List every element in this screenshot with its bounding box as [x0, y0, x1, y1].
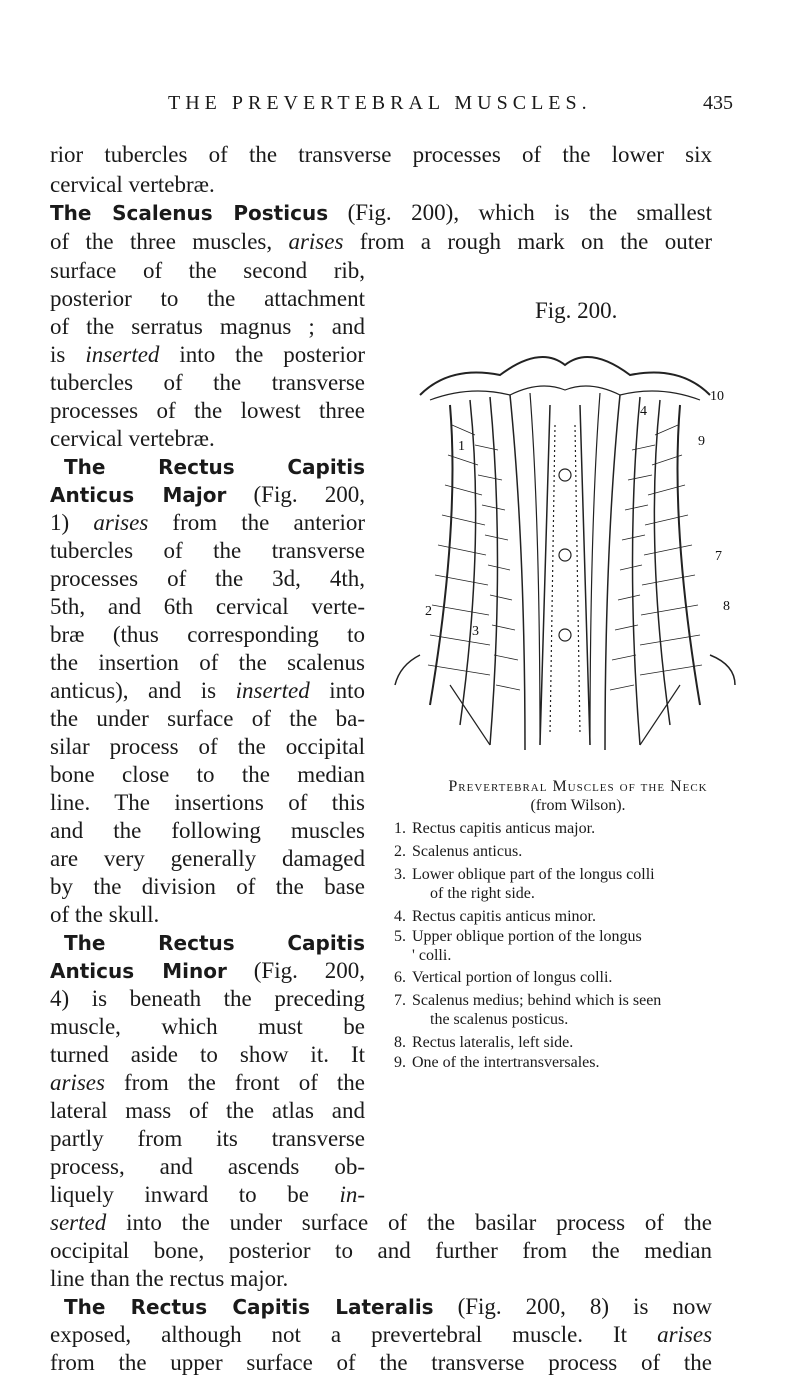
section-heading: The Rectus Capitis Lateralis [64, 1295, 434, 1319]
text-line [64, 928, 365, 958]
legend-text: Rectus capitis anticus major. [412, 820, 596, 837]
text-line: 5th, and 6th cervical verte- [50, 594, 365, 619]
section-heading: The Rectus Capitis [64, 931, 365, 955]
legend-number: 6. [394, 969, 406, 986]
italic-term: inserted [85, 342, 160, 367]
text-span: 1) [50, 510, 70, 535]
italic-term: arises [50, 1070, 105, 1095]
legend-number: 1. [394, 820, 406, 837]
legend-text: Scalenus medius; behind which is seen [412, 992, 662, 1009]
text-line [50, 508, 365, 538]
italic-term: in- [339, 1182, 365, 1207]
text-line [64, 452, 365, 482]
legend-number: 2. [394, 843, 406, 860]
text-line: of the skull. [50, 902, 160, 927]
legend-item [380, 843, 522, 861]
legend-item [380, 866, 655, 884]
anatomy-illustration [390, 325, 740, 765]
text-span: exposed, although not a prevertebral muscle. It [50, 1322, 628, 1347]
legend-text: Scalenus anticus. [412, 843, 523, 860]
legend-number: 4. [394, 908, 406, 925]
legend-text: Lower oblique part of the longus colli [412, 866, 655, 883]
legend-item [380, 928, 642, 946]
text-span: into the under surface of the basilar process of the [126, 1210, 712, 1235]
legend-continuation: ' colli. [412, 947, 452, 964]
text-span: from the front of the [124, 1070, 366, 1095]
figure-marker: 4 [640, 404, 647, 419]
section-heading: The Scalenus Posticus [50, 201, 329, 225]
text-span: into the posterior [179, 342, 366, 367]
text-line [50, 1068, 365, 1098]
text-line: cervical vertebræ. [50, 172, 215, 197]
text-span: of the three muscles, [50, 229, 273, 254]
text-line: by the division of the base [50, 874, 365, 899]
italic-term: arises [288, 229, 344, 254]
text-span: into [329, 678, 365, 703]
legend-text: Vertical portion of longus colli. [412, 969, 613, 986]
text-line [50, 956, 365, 986]
legend-number: 9. [394, 1054, 406, 1071]
section-heading: Anticus Major [50, 483, 227, 507]
figure-marker: 8 [723, 599, 730, 614]
text-line: and the following muscles [50, 818, 365, 843]
text-line: surface of the second rib, [50, 258, 365, 283]
legend-item [380, 820, 595, 838]
text-span: from a rough mark on the outer [359, 229, 712, 254]
text-line: tubercles of the transverse [50, 538, 365, 563]
text-line [64, 1292, 712, 1322]
legend-item [380, 969, 612, 987]
text-line: bræ (thus corresponding to [50, 622, 365, 647]
text-line: the insertion of the scalenus [50, 650, 365, 675]
text-line [50, 676, 365, 706]
legend-item [380, 1054, 599, 1072]
figure-marker: 7 [715, 549, 722, 564]
text-line: processes of the 3d, 4th, [50, 566, 365, 591]
legend-continuation: the scalenus posticus. [430, 1011, 569, 1028]
section-heading: Anticus Minor [50, 959, 227, 983]
figure-marker: 10 [710, 389, 724, 404]
page-number: 435 [703, 92, 733, 114]
text-line: partly from its transverse [50, 1126, 365, 1151]
legend-item [380, 908, 596, 926]
text-line: silar process of the occipital [50, 734, 365, 759]
text-span: liquely inward to be [50, 1182, 309, 1207]
figure-caption-title: Prevertebral Muscles of the Neck [448, 778, 708, 795]
text-line [50, 227, 712, 257]
italic-term: arises [93, 510, 149, 535]
text-line: rior tubercles of the transverse processes of the lower six [50, 142, 712, 167]
text-line: posterior to the attachment [50, 286, 365, 311]
legend-item [380, 992, 661, 1010]
text-line: of the serratus magnus ; and [50, 314, 365, 339]
text-span: anticus), and is [50, 678, 217, 703]
section-heading: The Rectus Capitis [64, 455, 365, 479]
figure-caption-source: (from Wilson). [530, 797, 626, 814]
figure-marker: 9 [698, 434, 705, 449]
legend-number: 5. [394, 928, 406, 945]
text-line [50, 1180, 365, 1210]
figure-label: Fig. 200. [535, 298, 618, 323]
italic-term: inserted [235, 678, 310, 703]
legend-text: Upper oblique portion of the longus [412, 928, 642, 945]
text-span: from the anterior [172, 510, 366, 535]
legend-text: Rectus capitis anticus minor. [412, 908, 596, 925]
text-span: is [50, 342, 66, 367]
running-title: THE PREVERTEBRAL MUSCLES. [168, 92, 592, 114]
italic-term: serted [50, 1210, 107, 1235]
text-line: tubercles of the transverse [50, 370, 365, 395]
text-line [50, 480, 365, 510]
text-line [50, 198, 712, 228]
legend-continuation: of the right side. [430, 885, 535, 902]
text-line: bone close to the median [50, 762, 365, 787]
running-header [0, 92, 800, 122]
figure-marker: 2 [425, 604, 432, 619]
legend-text: Rectus lateralis, left side. [412, 1034, 574, 1051]
text-line: line. The insertions of this [50, 790, 365, 815]
legend-text: One of the intertransversales. [412, 1054, 600, 1071]
figure-marker: 3 [472, 624, 479, 639]
text-span: (Fig. 200), which is the smallest [347, 200, 713, 225]
text-line [50, 340, 365, 370]
text-line: are very generally damaged [50, 846, 365, 871]
text-line: muscle, which must be [50, 1014, 365, 1039]
text-line: processes of the lowest three [50, 398, 365, 423]
text-line: cervical vertebræ. [50, 426, 215, 451]
text-line: 4) is beneath the preceding [50, 986, 365, 1011]
text-line [50, 1208, 712, 1238]
italic-term: arises [657, 1322, 713, 1347]
text-span: (Fig. 200, 8) is now [457, 1294, 713, 1319]
figure-marker: 1 [458, 439, 465, 454]
text-line: process, and ascends ob- [50, 1154, 365, 1179]
text-span: (Fig. 200, [253, 482, 366, 507]
text-line: the under surface of the ba- [50, 706, 365, 731]
text-line: occipital bone, posterior to and further from the median [50, 1238, 712, 1263]
text-line: lateral mass of the atlas and [50, 1098, 365, 1123]
legend-number: 3. [394, 866, 406, 883]
text-line: turned aside to show it. It [50, 1042, 365, 1067]
legend-number: 7. [394, 992, 406, 1009]
text-line: from the upper surface of the transverse process of the [50, 1350, 712, 1375]
text-span: (Fig. 200, [253, 958, 366, 983]
legend-number: 8. [394, 1034, 406, 1051]
text-line: line than the rectus major. [50, 1266, 289, 1291]
text-line [50, 1320, 712, 1350]
legend-item [380, 1034, 573, 1052]
